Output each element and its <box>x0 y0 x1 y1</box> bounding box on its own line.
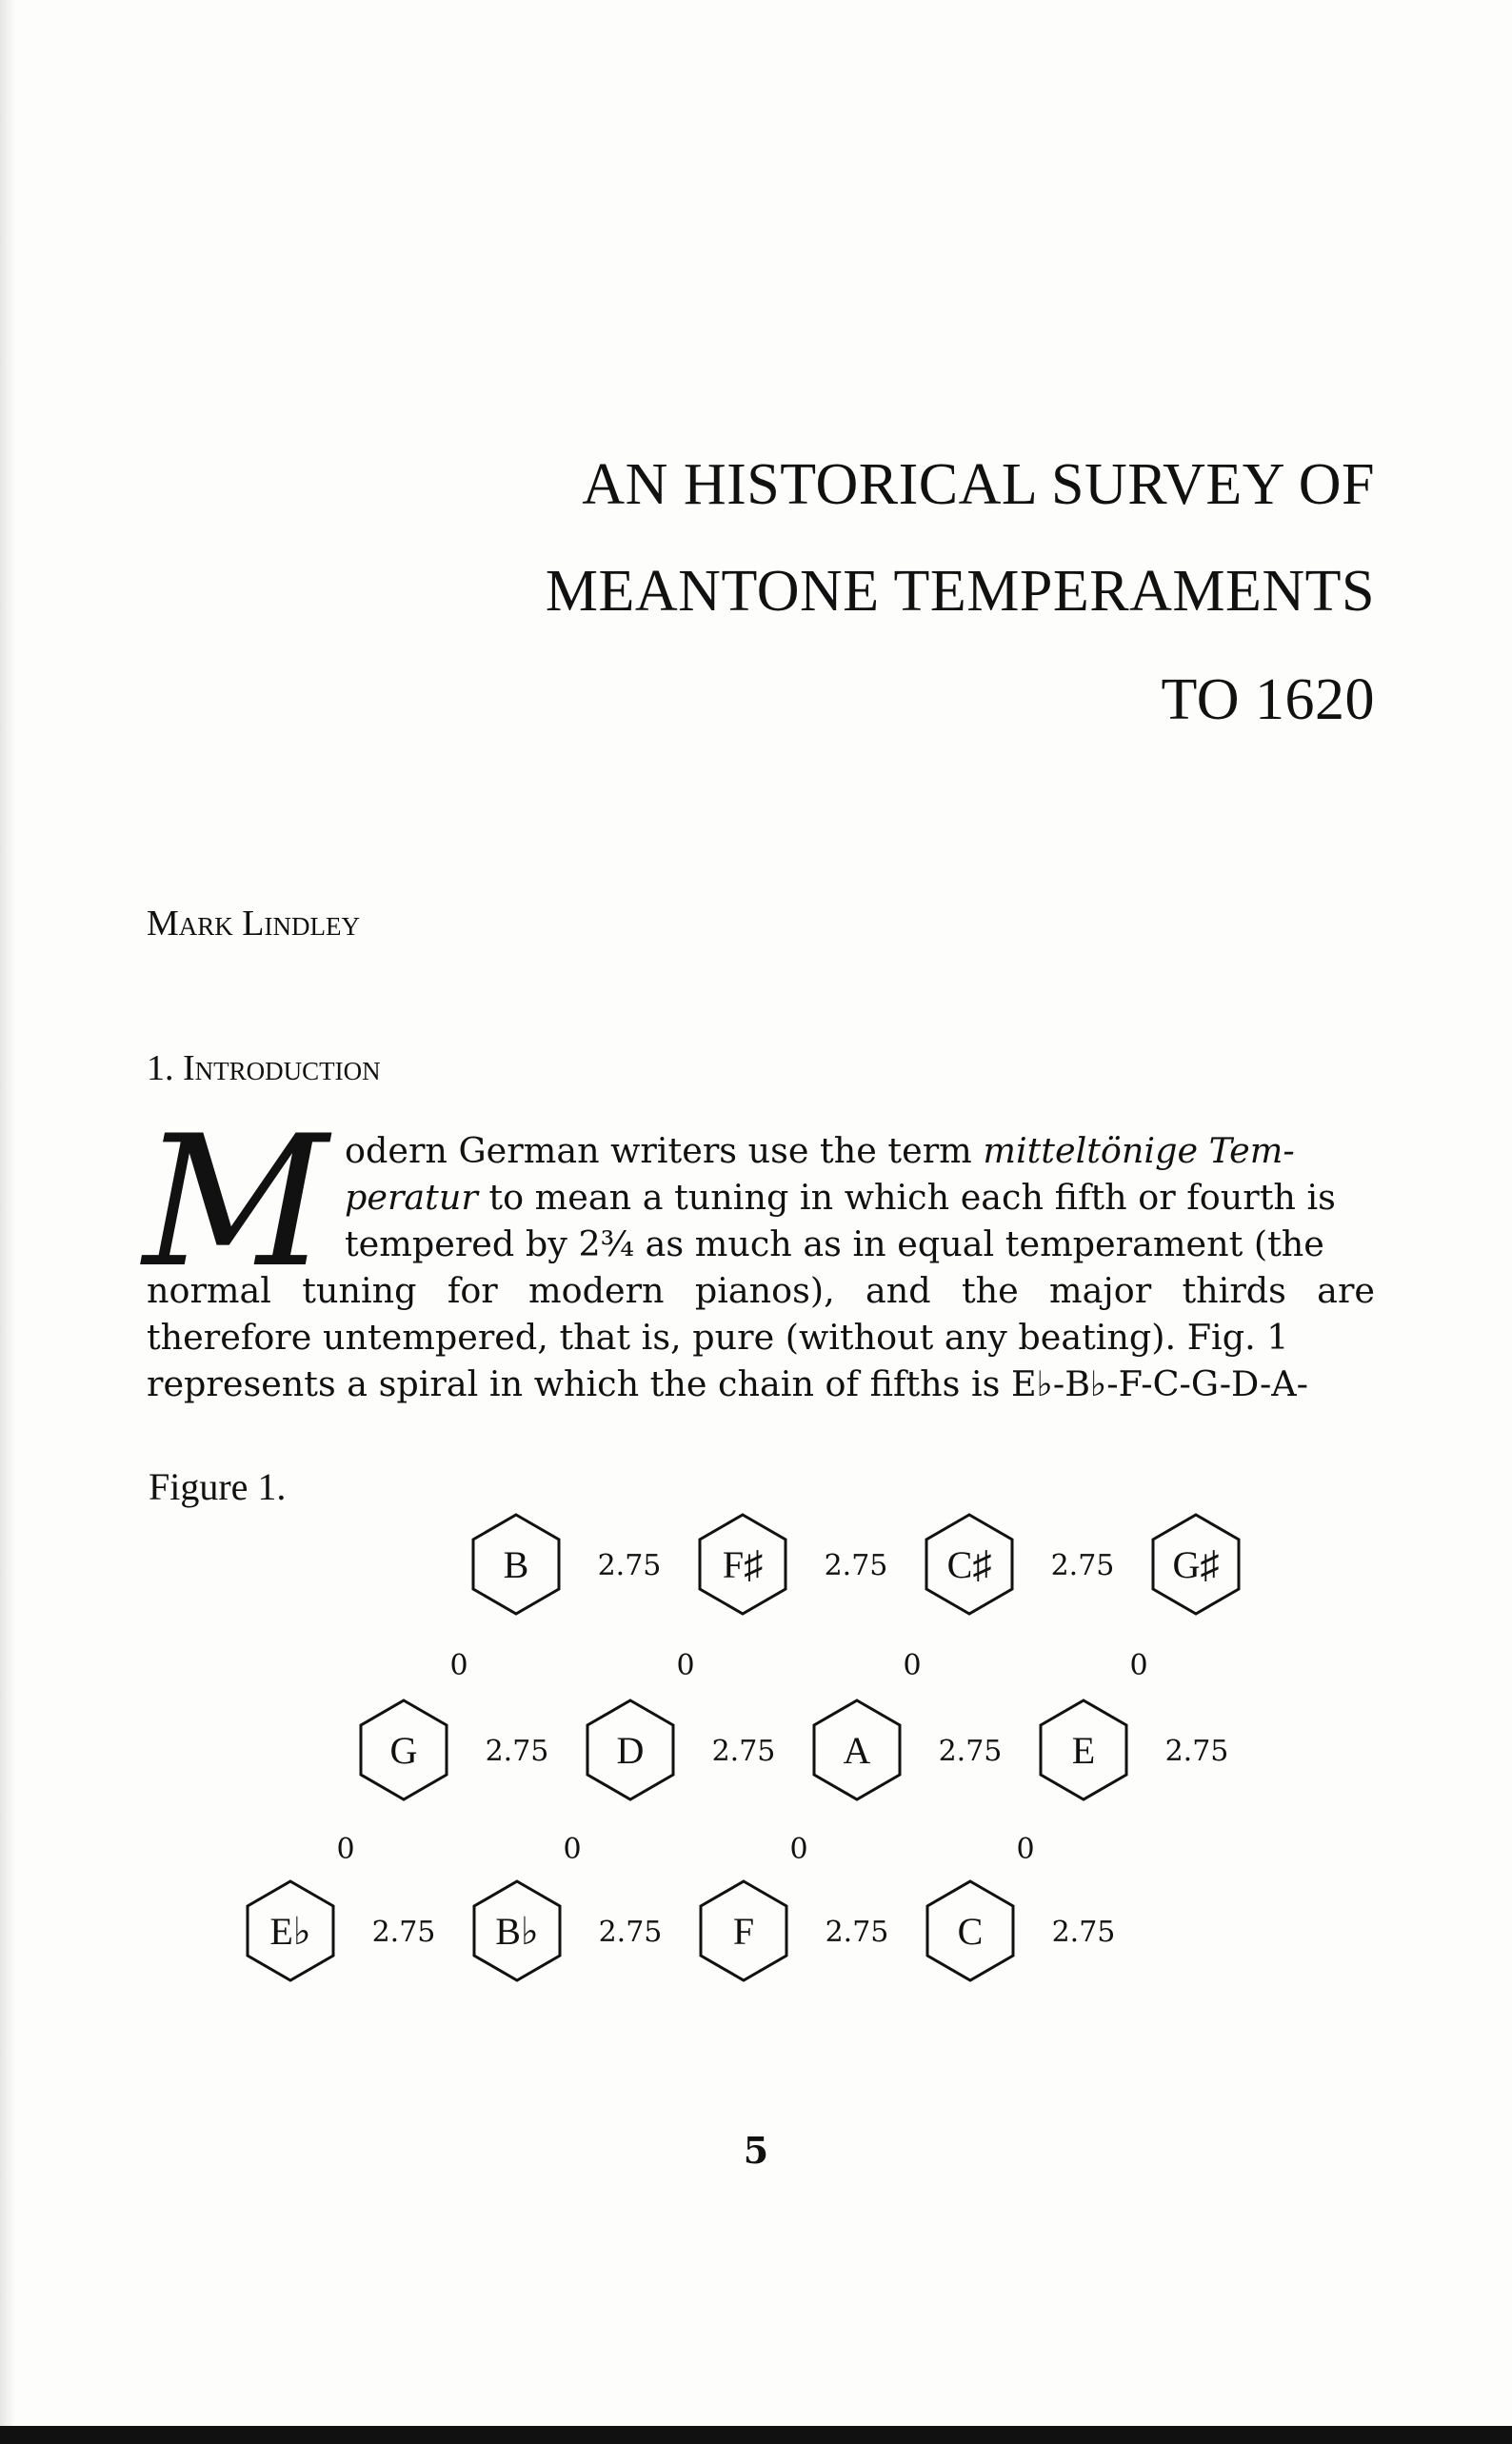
third-tempering-value: 0 <box>1129 1649 1148 1682</box>
note-label: C <box>957 1910 984 1953</box>
drop-cap: M <box>143 1097 328 1307</box>
fifth-tempering-value: 2.75 <box>825 1916 889 1949</box>
third-tempering-value: 0 <box>903 1649 922 1682</box>
fifth-tempering-value: 2.75 <box>1051 1916 1116 1949</box>
note-label: A <box>843 1729 871 1772</box>
fifth-tempering-value: 2.75 <box>1050 1549 1115 1582</box>
third-tempering-value: 0 <box>449 1649 468 1682</box>
fifth-tempering-value: 2.75 <box>485 1735 549 1768</box>
note-label: G♯ <box>1172 1543 1220 1586</box>
body-line-2-italic: peratur <box>345 1177 478 1218</box>
note-label: D <box>616 1729 645 1772</box>
body-line-4: normal tuning for modern pianos), and the major thirds are <box>147 1270 1375 1311</box>
note-label: E <box>1071 1729 1096 1772</box>
title-line-1: AN HISTORICAL SURVEY OF <box>582 452 1375 517</box>
fifth-tempering-value: 2.75 <box>824 1549 888 1582</box>
note-label: C♯ <box>946 1543 992 1586</box>
third-tempering-value: 0 <box>789 1833 808 1866</box>
third-tempering-value: 0 <box>336 1833 355 1866</box>
body-line-2-text: to mean a tuning in which each fifth or fourth is <box>477 1177 1336 1218</box>
fifth-tempering-value: 2.75 <box>598 1916 663 1949</box>
fifth-tempering-value: 2.75 <box>371 1916 436 1949</box>
third-tempering-value: 0 <box>563 1833 582 1866</box>
note-label: B♭ <box>495 1910 539 1953</box>
body-line-6: represents a spiral in which the chain of fifths is E♭-B♭-F-C-G-D-A- <box>147 1363 1308 1404</box>
body-line-1-italic: mitteltönige Tem- <box>983 1130 1295 1171</box>
fifth-tempering-value: 2.75 <box>938 1735 1003 1768</box>
body-line-5: therefore untempered, that is, pure (without any beating). Fig. 1 <box>147 1317 1289 1358</box>
title-line-3: TO 1620 <box>1161 667 1375 732</box>
fifth-tempering-value: 2.75 <box>1164 1735 1229 1768</box>
title-line-2: MEANTONE TEMPERAMENTS <box>545 559 1375 624</box>
note-label: E♭ <box>269 1910 311 1953</box>
figure-label: Figure 1. <box>149 1465 287 1508</box>
note-label: F <box>732 1910 755 1953</box>
note-label: B <box>503 1543 529 1586</box>
author-name: Mark Lindley <box>147 904 360 944</box>
note-label: G <box>389 1729 418 1772</box>
third-tempering-value: 0 <box>1016 1833 1035 1866</box>
fifth-tempering-value: 2.75 <box>711 1735 776 1768</box>
body-line-1-text: odern German writers use the term <box>345 1130 984 1171</box>
note-label: F♯ <box>722 1543 764 1586</box>
body-line-3: tempered by 2¾ as much as in equal temperament (the <box>345 1223 1324 1264</box>
scan-bottom-border <box>0 2426 1512 2444</box>
page-number: 5 <box>743 2129 769 2172</box>
third-tempering-value: 0 <box>676 1649 695 1682</box>
section-heading: 1. Introduction <box>147 1048 381 1088</box>
fifth-tempering-value: 2.75 <box>597 1549 662 1582</box>
